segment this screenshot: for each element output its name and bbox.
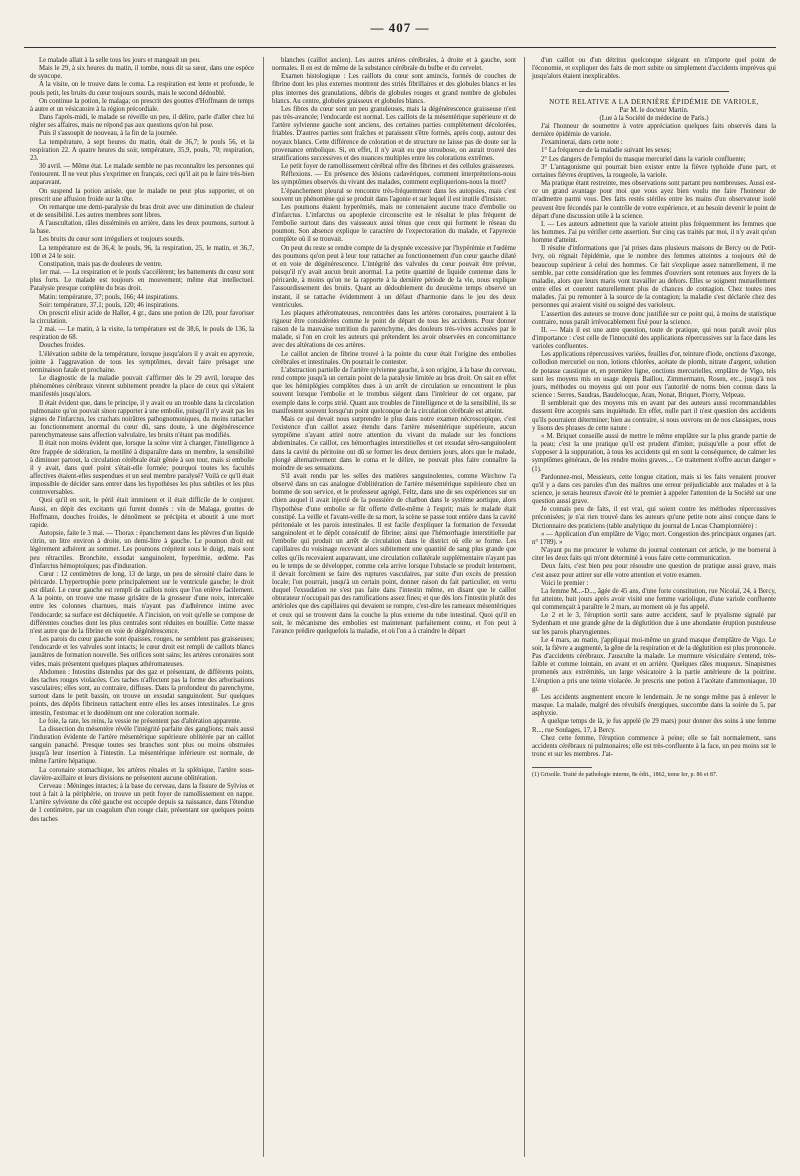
paragraph: 1er mai. — La respiration et le pouls s'accélèrent; les battements du cœur sont plus forts. Le malade est toujours en mouvement; même état intellectuel. Paralysie presque complète du bras droit.: [30, 269, 254, 293]
paragraph: Il était non moins évident que, lorsque la scène vint à changer, l'intelligence à être frappée de sidération, la motilité à disparaître dans un membre, la sensibilité à diminuer partout, la circulation cérébrale était gênée à son tour, mais si embolie il y avait, dans quel point s'était-elle formée; pourquoi toutes les facultés affectives étaient-elles suspendues et un seul membre paralysé? Voilà ce qu'il était impossible de décider sans entrer dans les hypothèses les plus subtiles et les plus controversables.: [30, 440, 254, 497]
paragraph: Les fibres du cœur sont un peu granuleuses, mais la dégénérescence graisseuse n'est pas très-avancée; l'endocarde est normal. Les caillots de la mésentérique supérieure et de l'artère sylvienne gauche sont anciens, des certaines parties complètement décolorées, friables. D'autres parties sont fraîches et paraissent s'être formés, après coup, autour des noyaux blancs. Cette différence de coloration et de structure ne laisse pas de doute sur la provenance embolique. Si, en effet, il n'y avait eu que stroubose, on aurait trouvé des stratifications successives et des nuances multiples entre les colorations extrêmes.: [272, 105, 516, 162]
section-title: NOTE RELATIVE A LA DERNIÈRE ÉPIDÉMIE DE VARIOLE,: [549, 98, 759, 107]
paragraph: A quelque temps de là, je fus appelé (le 29 mars) pour donner des soins à une femme R..., rue Soulages, 17, à Bercy.: [532, 718, 776, 734]
section-subline: (Lue à la Société de médecine de Paris.): [599, 114, 709, 122]
paragraph: Pardonnez-moi, Messieurs, cette longue citation, mais si les faits venaient prouver qu'il y a dans ces paroles d'un des maîtres une erreur préjudiciable aux malades et à la science, je serais heureux d'avoir été le premier à appeler l'attention de la Société sur une question aussi grave.: [532, 473, 776, 506]
section-body: [532, 123, 776, 759]
paragraph: La femme M...-D..., âgée de 45 ans, d'une forte constitution, rue Nicolaï, 24, à Bercy, fut atteinte, huit jours après avoir visité une femme variolique, d'une variole confluente qui commençait à paraître le 2 mars, au moment où je fus appelé.: [532, 587, 776, 612]
paragraph: Chez cette femme, l'éruption commence à peine; elle se fait normalement, sans accidents cérébraux ni pulmonaires; elle est très-confluente à la face, un peu moins sur le tronc et sur les membres. J'at-: [532, 734, 776, 758]
paragraph: Soir: température, 37,1; pouls, 120; 46 inspirations.: [39, 301, 180, 309]
paragraph: A la visite, on le trouve dans le coma. La respiration est lente et profonde, le pouls petit, les bruits du cœur toujours sourds, mais le second dédoublé.: [30, 81, 254, 97]
paragraph: La température, à sept heures du matin, était de 36,7; le pouls 56, et la respiration 22. A quatre heures du soir, température, 35,9, pouls, 70; respiration, 23.: [30, 138, 254, 162]
footnote: (1) Grisolle. Traité de pathologie interne, 8e édit., 1862, tome Ier, p. 86 et 87.: [532, 772, 718, 779]
header-rule: [24, 47, 776, 48]
paragraph: Le petit foyer de ramollissement cérébral offre des fibrines et des cellules graisseuses.: [281, 163, 515, 171]
paragraph: Constipation, mais pas de douleurs de ventre.: [39, 260, 163, 268]
paragraph: La dissection du mésentère révèle l'intégrité parfaite des ganglions; mais aussi l'induration évidente de l'artère mésentérique supérieure oblitérée par un caillot sanguin panaché. Presque toutes ses branches sont plus ou moins obstruées jusqu'à leur insertion à l'intestin. La mésentérique inférieure est normale, de même l'artère hépatique.: [30, 725, 254, 766]
paragraph: Il résulte d'informations que j'ai prises dans plusieurs maisons de Bercy ou de Petit-Ivry, où régnait l'épidémie, que le nombre des femmes atteintes a toujours été de beaucoup supérieur à celui des hommes. Ce fait s'explique assez naturellement, il me semble, par cette considération que les femmes d'ouvriers sont retenues aux foyers de la maladie, alors que leurs maris vont travailler au dehors. Elles se soignent mutuellement entre elles et courent naturellement plus de chances de contagion. Chez toutes mes malades, j'ai pu remonter à la source de la contagion; la maladie s'est déclarée chez des personnes qui avaient visité ou soigné des varioleux.: [532, 245, 776, 310]
paragraph: A l'auscultation, râles disséminés en arrière, dans les deux poumons, surtout à la base.: [30, 220, 254, 236]
paragraph: Les bruits du cœur sont irréguliers et toujours sourds.: [39, 236, 185, 244]
footnote-rule: [532, 767, 592, 768]
text-column-1: [30, 57, 254, 1157]
paragraph: L'épanchement pleural se rencontre très-fréquemment dans les autopsies, mais c'est souvent un phénomène qui se produit dans l'agonie et sur lequel il est inutile d'insister.: [272, 187, 516, 203]
paragraph: L'assertion des auteurs se trouve donc justifiée sur ce point qui, à moins de statistique contraire, nous paraît irrévocablement fixé pour la science.: [532, 310, 776, 326]
paragraph: J'ai l'honneur de soumettre à votre appréciation quelques faits observés dans la dernière épidémie de variole.: [532, 122, 776, 139]
paragraph: 1° La fréquence de la maladie suivant les sexes;: [541, 147, 672, 155]
column-separator: [263, 57, 264, 1157]
paragraph: Quoi qu'il en soit, le péril était imminent et il était difficile de le conjurer. Aussi, en dépit des excitants qui furent donnés : vin de Malaga, gouttes de Hoffmann, douches froides, le dénoûment se précipita et aboutit à une mort rapide.: [30, 497, 254, 529]
paragraph: d'un caillot ou d'un détritus quelconque siégeant en n'importe quel point de l'économie, et expliquer des faits de mort subite ou simplement d'accidents imprévus qui jusqu'alors étaient inexplicables.: [532, 57, 776, 81]
paragraph: Il semblerait que des moyens mis en avant par des auteurs aussi recommandables dussent être acceptés sans inquiétude. En effet, nulle part il n'est question des accidents qu'ils pourraient déterminer; bien au contraire, si nous ouvrons un de nos classiques, nous y lisons des phrases de cette nature :: [532, 400, 776, 432]
paragraph: Puis il s'assoupit de nouveau, à la fin de la journée.: [39, 130, 178, 138]
paragraph: Réflexions. — En présence des lésions cadavériques, comment interpréterions-nous les symptômes observés du vivant des malades, comment expliquerions-nous la mort?: [272, 171, 516, 187]
paragraph: Le caillot ancien de fibrine trouvé à la pointe du cœur était l'origine des embolies cérébrales et intestinales. On pourrait le contester.: [272, 350, 516, 366]
paragraph: Mais ce qui devait nous surprendre le plus dans notre examen nécroscopique, c'est l'existence d'un caillot assez étendu dans l'artère mésentérique supérieure, aucun symptôme n'ayant attiré notre attention du vivant du malade sur les fonctions abdominales. Ce caillot, ces hémorrhagies interstitielles et cet exsudat séro-sanguinolent dans la cavité du péritoine ont dû se former les deux derniers jours, alors que le malade, plongé alternativement dans le coma et le délire, ne pouvait plus faire connaître la moindre de ses sensations.: [272, 415, 516, 472]
paragraph: Mais le 29, à six heures du matin, il tombe, nous dit sa sœur, dans une espèce de syncope.: [30, 65, 254, 81]
paragraph: Le malade allait à la selle tous les jours et mangeait un peu.: [39, 57, 201, 64]
paragraph: Autopsie, faite le 3 mai. — Thorax : épanchement dans les plèvres d'un liquide citrin, un litre environ à droite, un demi-litre à gauche. Le poumon droit est légèrement adhérent au sommet. Les poumons crépitent sous le doigt, mais sont peu rétractiles. Bronchite, exsudat sanguinolent, hyperémie, œdème. Pas d'infarctus hémoptoïques; pas d'induration.: [30, 530, 254, 570]
paragraph: On remarque une demi-paralysie du bras droit avec une diminution de chaleur et de sensibilité. Les autres membres sont libres.: [30, 203, 254, 219]
paragraph: On continue la potion, le malaga; on prescrit des gouttes d'Hoffmann de temps à autre et un vésicatoire à la région précordiale.: [30, 97, 254, 113]
paragraph: S'il avait rendu par les selles des matières sanguinolentes, comme Wirchow l'a observé dans un cas analogue d'oblitération de l'artère mésentérique supérieure chez un homme de son service, et le professeur agrégé, Feltz, dans une de ses expériences sur un chien auquel il avait injecté de la poussière de charbon dans le système aortique, alors l'hypothèse d'une embolie se fût offerte d'elle-même à l'esprit; mais le malade était constipé. La veille et l'avant-veille de sa mort, la scène se passe tout entière dans la cavité péritonéale et les parois intestinales. Il est facile d'expliquer la formation de l'exsudat sanguinolent et le dépôt consécutif de fibrine; ainsi que l'hémorrhagie interstitielle par l'embolie qui produit un arrêt de circulation dans le district où elle se forme. Les capillaires du voisinage recevant alors subitement une quantité de sang plus grande que celles qu'ils recevaient auparavant, une circulation collatérale supplémentaire n'ayant pas eu le temps de se développer, comme cela arrive lorsque l'obstacle se produit lentement, il devait forcément se faire des ruptures vasculaires, par suite d'un excès de pression locale; l'on pourrait, jusqu'à un certain point, donner raison du fait particulier, en vertu duquel l'exsudation ne s'est pas faite dans l'intestin même, en disant que le caillot obturateur n'occupait pas des ramifications assez fines; et que dès lors l'intestin plutôt des artérioles que des capillaires qui devaient se rompre, c'est-dire les rameaux mésentériques et ceux qui se trouvent dans la couche la plus externe du tube intestinal. Quoi qu'il en soit, le mécanisme des embolies est maintenant parfaitement connu, et l'on peut à l'avance prédire quelquefois la maladie, et où l'on a à craindre le départ: [272, 472, 516, 635]
paragraph: Les applications répercussives variées, feuilles d'or, teinture d'iode, onctions d'axonge, collodion mercuriel ou non, lotions chlorées, acétate de plomb, nitrate d'argent, solution de potasse caustique et, en première ligne, onctions mercurielles, emplâtre de Vigo, tels sont les moyens mis en usage depuis Baillou, Zimmermann, Rosen, etc., jusqu'à nos jours, méthodes ou moyens qui ont pour eux l'autorité de noms bien connus dans la science : Serres, Saudras, Baudelocque, Aran, Nonat, Briquet, Piorry, Velpeau.: [532, 351, 776, 400]
paragraph: J'examinerai, dans cette note :: [541, 139, 623, 147]
paragraph: « — Application d'un emplâtre de Vigo; mort. Congestion des principaux organes (art. n° 1789). »: [532, 530, 776, 546]
paragraph: Ma pratique étant restreinte, mes observations sont partant peu nombreuses. Aussi est-ce un grand avantage pour moi que vous ayez bien voulu me faire l'honneur de m'admettre parmi vous. Des faits restés stériles entre les mains d'un observateur isolé peuvent être fécondés par le contrôle de votre expérience, et au besoin devenir le point de départ d'une discussion utile à la science.: [532, 180, 776, 220]
paragraph: Le foie, la rate, les reins, la vessie ne présentent pas d'altération apparente.: [39, 717, 242, 725]
paragraph: Cerveau : Méninges intactes; à la base du cerveau, dans la fissure de Sylvius et tout à fait à la périphérie, on trouve un petit foyer de ramollissement en nappe. L'artère sylvienne du côté gauche est occupée depuis sa naissance, dans l'étendue de 1 centimètre, par un coagulum d'un rouge clair, présentant sur quelques points des taches: [30, 782, 254, 823]
page-number: — 407 —: [370, 20, 430, 35]
paragraph: Matin: température, 37; pouls, 166; 44 inspirations.: [39, 293, 179, 301]
paragraph: Les accidents augmentent encore le lendemain. Je ne songe même pas à enlever le masque. La malade, malgré des révulsifs énergiques, succombe dans la soirée du 5, par asphyxie.: [532, 693, 776, 718]
paragraph: « M. Briquet conseille aussi de mettre le même emplâtre sur la plus grande partie de la peau; c'est la une pratique qu'il est prudent d'imiter, puisqu'elle a pour effet de s'opposer à la suppuration, à tous les accidents qui en sont la conséquence, de calmer les symptômes généraux, de les rendre moins graves.... Ce traitement n'offre aucun danger » (1).: [532, 432, 776, 473]
paragraph: Je connais peu de faits, il est vrai, qui soient contre les méthodes répercussives préconisées; je n'ai rien trouvé dans les auteurs qu'une petite note ainsi conçue dans le Dictionnaire des praticiens (table analytique du journal de Lucas Championnière) :: [532, 506, 776, 530]
paragraph: La température est de 36,4; le pouls, 96, la respiration, 25, le matin, et 36,7, 100 et 24 le soir.: [30, 244, 254, 260]
paragraph: On peut du reste se rendre compte de la dyspnée excessive par l'hypérémie et l'œdème des poumons qu'on peut à leur tour rattacher au fonctionnement d'un cœur gauche dilaté et en voie de dégénérescence. L'intégrité des valvules du cœur pouvait être prévue, puisqu'il n'y avait aucun bruit anormal. La petite quantité de liquide contenue dans le péricarde, à moins qu'on ne la rapporte à la dernière période de la vie, nous explique l'assourdissement des bruits. Quant au dédoublement du deuxième temps observé un instant, il se rattache évidemment à un défaut d'harmonie dans le jeu des deux ventricules.: [272, 244, 516, 309]
paragraph: Les poumons étaient hyperémiés, mais ne contenaient aucune trace d'embolie ou d'infarctus. L'infarctus ou apoplexie circonscrite est le résultat le plus fréquent de l'embolie surtout dans des vaisseaux aussi ténus que ceux qui forment le réseau du poumon. Son absence explique le caractère de l'expectoration du malade, et l'apyrexie complète où il se trouvait.: [272, 203, 516, 244]
paragraph: Le 4 mars, au matin, j'appliquai moi-même un grand masque d'emplâtre de Vigo. Le soir, la fièvre a augmenté, la gêne de la respiration et de la déglutition est plus prononcée. Pas d'accidents cérébraux. J'ausculte la malade. Le murmure vésiculaire s'entend, très-faible et comme lointain, en avant et en arrière. Quelques râles muqueux. Sinapismes promenés aux extrémités, un large vésicatoire à la partie antérieure de la poitrine. L'éruption a pris une teinte violacée. Je prescris une potion à l'acétate d'ammoniaque, 10 gr.: [532, 636, 776, 693]
paragraph: On prescrit elixir acide de Haller, 4 gr., dans une potion de 120, pour favoriser la circulation.: [30, 309, 254, 325]
paragraph: La coronaire stomachique, les artères rénales et la splénique, l'artère sous-clavière-axillaire et leurs divisions ne présentent aucune oblitération.: [30, 766, 254, 782]
paragraph: On suspend la potion anisée, que le malade ne peut plus supporter, et on prescrit une affusion froide sur la tête.: [30, 187, 254, 203]
paragraph: Deux faits, c'est bien peu pour résoudre une question de pratique aussi grave, mais c'est assez pour attirer sur elle votre attention et votre examen.: [532, 563, 776, 579]
paragraph: II. — Mais il est une autre question, toute de pratique, qui nous paraît avoir plus d'importance : c'est celle de l'innocuité des applications répercussives sur la face dans les varioles confluentes.: [532, 326, 776, 351]
paragraph: Abdomen : Intestins distendus par des gaz et présentant, de différents points, des taches rouges violacées. Ces taches n'affectent pas la forme des arborisations vasculaires; elles sont, au contraire, diffuses. Dans la profondeur du parenchyme, surtout dans le petit bassin, on trouve un exsudat sanguinolent. Sur quelques points, des dépôts fibrineux rattachent entre elles les anses intestinales. Le gros intestin, l'estomac et le duodénum ont une coloration normale.: [30, 668, 254, 717]
paragraph: Il était évident que, dans le principe, il y avait eu un trouble dans la circulation pulmonaire qu'on pouvait sinon rapporter à une embolie, puisqu'il n'y avait pas les signes de l'infarctus, les crachats noirâtres pathognomoniques, du moins rattacher au fonctionnement anormal du cœur dû, sans doute, à une dégénérescence parenchymateuse sans affection valvulaire, les bruits n'étant pas modifiés.: [30, 399, 254, 440]
paragraph: Examen histologique : Les caillots du cœur sont amincis, formés de couches de fibrine dont les plus externes montrent des striés fibrillaires et des globules blancs et les plus internes des granulations, débris de globules rouges et grand nombre de globules blancs. Au centre, globules graisseux et globules blancs.: [272, 73, 516, 105]
paragraph: Voici le premier :: [541, 579, 589, 587]
paragraph: N'ayant pu me procurer le volume du journal contenant cet article, je me bornerai à citer les deux faits qui m'ont déterminé à vous faire cette communication.: [532, 547, 776, 563]
paragraph: L'élévation subite de la température, lorsque jusqu'alors il y avait eu apyrexie, jointe à l'aggravation de tous les symptômes, devait faire présager une terminaison fatale et prochaine.: [30, 350, 254, 374]
paragraph: 30 avril. — Même état. Le malade semble ne pas reconnaître les personnes qui l'entourent. Il ne veut plus s'exprimer en français, ceci qu'il ait pu le faire très-bien auparavant.: [30, 163, 254, 187]
section-rule: [579, 91, 729, 92]
paragraph: 3° L'antagonisme qui pourrait bien exister entre la fièvre typhoïde d'une part, et certaines fièvres éruptives, la rougeole, la variole.: [532, 163, 776, 179]
section-author: Par M. le docteur Martin.: [619, 106, 689, 114]
paragraph: Le diagnostic de la maladie pouvait s'affirmer dès le 29 avril, lorsque des phénomènes cérébraux vinrent subitement prendre la place de ceux qui s'étaient manifestés jusqu'alors.: [30, 375, 254, 399]
text-column-2: [272, 57, 516, 1157]
paragraph: Les plaques athéromateuses, rencontrées dans les artères coronaires, pourraient à la rigueur être considérées comme le point de départ de tous les accidents. Pour donner raison de la mauvaise nutrition du parenchyme, des douleurs très-vives accusées par le malade, si l'on en croit les auteurs qui prétendent les avoir observées en concomittance avec des altérations de ces artères.: [272, 309, 516, 350]
paragraph: Dans l'après-midi, le malade se réveille un peu, il délire, parle d'aller chez lui régler ses affaires, mais ne répond pas aux questions qu'on lui pose.: [30, 114, 254, 130]
paragraph: L'abstraction partielle de l'artère sylvienne gauche, à son origine, à la base du cerveau, rend compte jusqu'à un certain point de la paralysie limitée au bras droit. On sait en effet que les hémiplégies complètes dues à un arrêt de circulation se rencontrent le plus souvent lorsque l'embolie et le trombus siégent dans l'intérieur de cet organe, par exemple dans le corps strié. Quant aux troubles de l'intelligence et de la sensibilité, ils se manifestent souvent lorsqu'un point quelconque de la circulation cérébrale est atteint.: [272, 366, 516, 415]
paragraph: Le 2 et le 3, l'éruption sortit sans autre accident, sauf le ptyalisme signalé par Sydenham et une grande gêne de la déglutition due à une abondante éruption pustuleuse sur les parois pharyngiennes.: [532, 612, 776, 636]
paragraph: Cœur : 12 centimètres de long, 13 de large, un peu de sérosité claire dans le péricarde. L'hypertrophie porte principalement sur le ventricule gauche; le droit est dilaté. Le cœur gauche est rempli de caillots noirs que l'on enlève facilement. A la pointe, on trouve une masse grisâtre de la grosseur d'une noix, intercalée entre les colonnes charnues, mais n'ayant pas d'adhérence intime avec l'endocarde; sa surface est déchiquetée. A l'incision, on voit qu'elle se compose de différentes couches dont les plus centrales sont réduites en bouillie. Cette masse n'est autre que de la fibrine en voie de dégénérescence.: [30, 570, 254, 635]
paragraph: Les parois du cœur gauche sont épaisses, rouges, ne semblent pas graisseuses; l'endocarde et les valvules sont intacts; le cœur droit est rempli de caillots blancs jaunâtres de formation nouvelle. Ses orifices sont sains; les artères coronaires sont vides, mais présentent quelques plaques athéromateuses.: [30, 636, 254, 668]
column-separator: [524, 57, 525, 1157]
paragraph: 2 mai. — Le matin, à la visite, la température est de 38,6, le pouls de 136, la respiration de 68.: [30, 326, 254, 342]
paragraph: 2° Les dangers de l'emploi du masque mercuriel dans la variole confluente;: [541, 155, 746, 163]
paragraph: Douches froides.: [39, 342, 86, 350]
paragraph: blanches (caillot ancien). Les autres artères cérébrales, à droite et à gauche, sont normales. Il en est de même de la substance cérébrale du bulbe et du cervelet.: [272, 57, 516, 73]
paragraph: I. — Les auteurs admettent que la variole atteint plus fréquemment les femmes que les hommes. J'ai pu vérifier cette assertion. Sur cinq cas traités par moi, il n'y avait qu'un homme d'atteint.: [532, 220, 776, 245]
text-column-3: [532, 57, 776, 1157]
